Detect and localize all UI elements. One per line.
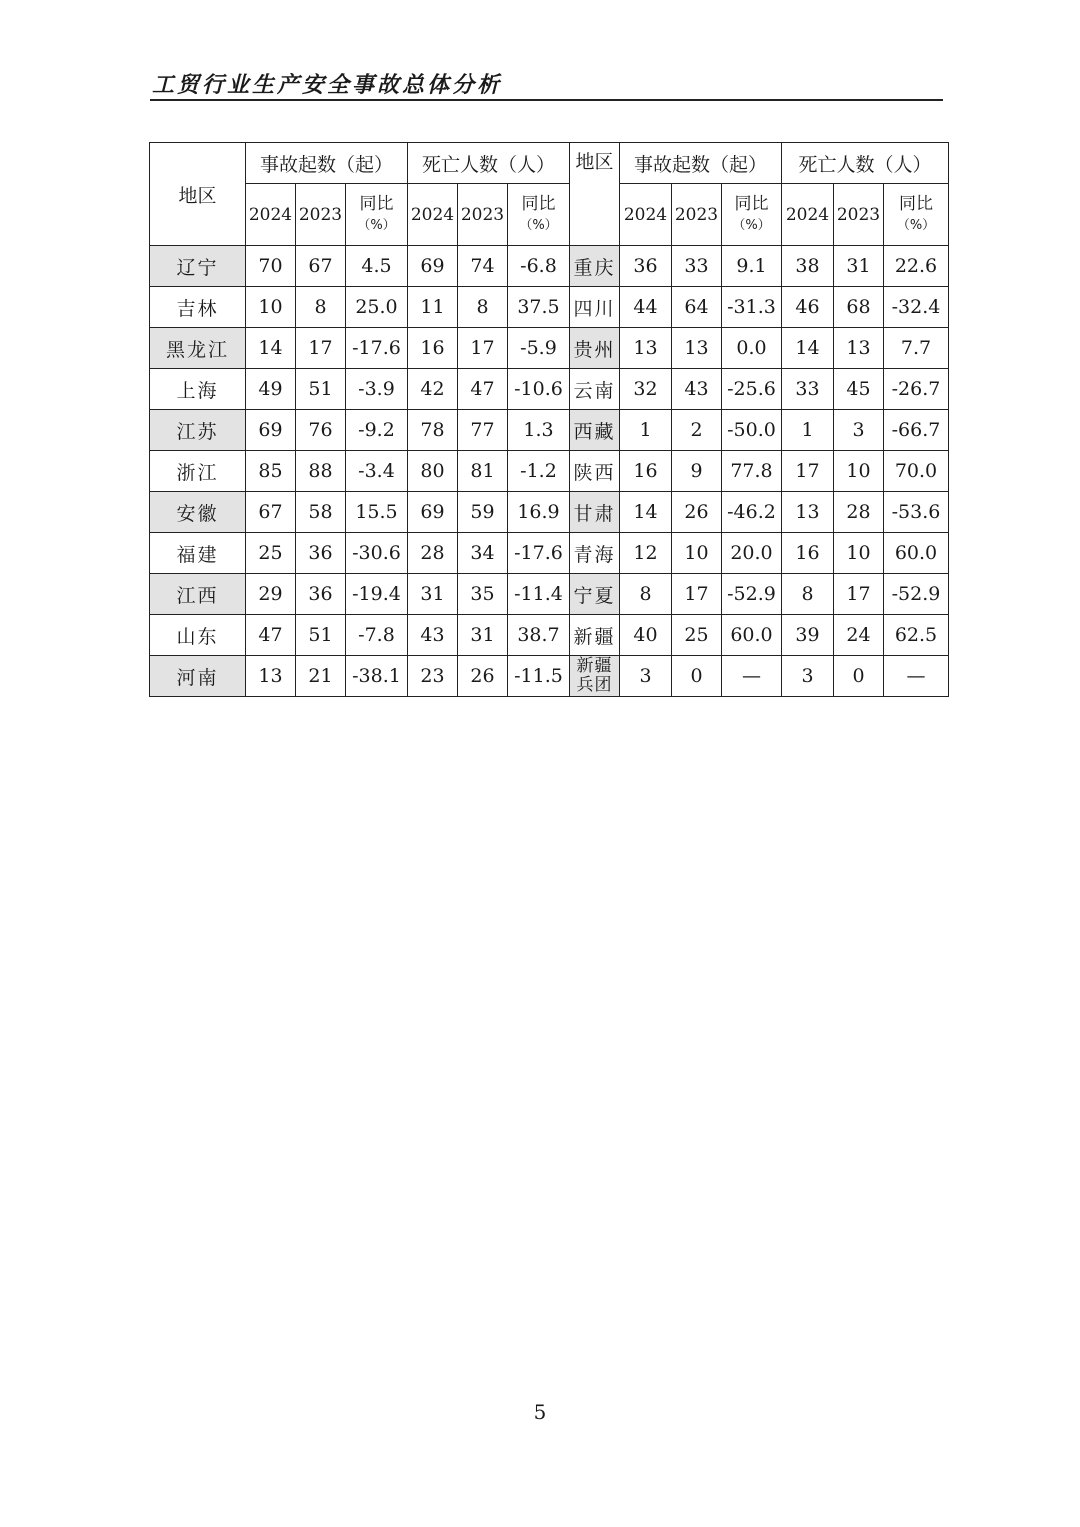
- value-cell: 28: [408, 533, 458, 574]
- running-header-title: 工贸行业生产安全事故总体分析: [152, 73, 503, 98]
- region-name-cell: 辽宁: [150, 246, 246, 287]
- value-cell: —: [722, 656, 782, 697]
- value-cell: 37.5: [508, 287, 570, 328]
- value-cell: 28: [834, 492, 884, 533]
- value-cell: 10: [246, 287, 296, 328]
- accident-count-header-left: 事故起数（起）: [246, 143, 408, 184]
- value-cell: -5.9: [508, 328, 570, 369]
- value-cell: 67: [246, 492, 296, 533]
- year-2024-header: 2024: [620, 184, 672, 246]
- value-cell: -31.3: [722, 287, 782, 328]
- value-cell: 70.0: [884, 451, 949, 492]
- value-cell: 77.8: [722, 451, 782, 492]
- page-number: 5: [533, 1400, 547, 1424]
- value-cell: 13: [246, 656, 296, 697]
- region-name-cell: 陕西: [570, 451, 620, 492]
- value-cell: 45: [834, 369, 884, 410]
- region-name-cell: [570, 656, 620, 697]
- value-cell: -17.6: [508, 533, 570, 574]
- value-cell: 13: [834, 328, 884, 369]
- value-cell: 40: [620, 615, 672, 656]
- value-cell: -26.7: [884, 369, 949, 410]
- value-cell: 25: [672, 615, 722, 656]
- region-name-cell: 吉林: [150, 287, 246, 328]
- value-cell: 17: [782, 451, 834, 492]
- value-cell: 24: [834, 615, 884, 656]
- region-name-cell: 浙江: [150, 451, 246, 492]
- value-cell: -11.4: [508, 574, 570, 615]
- yoy-unit: （%）: [357, 217, 396, 233]
- region-name-cell: 河南: [150, 656, 246, 697]
- yoy-unit: （%）: [732, 217, 771, 233]
- value-cell: 17: [296, 328, 346, 369]
- region-name-cell: 新疆: [570, 615, 620, 656]
- region-name-cell: 福建: [150, 533, 246, 574]
- table-row: [150, 369, 949, 410]
- value-cell: 85: [246, 451, 296, 492]
- table-row: [150, 615, 949, 656]
- value-cell: 59: [458, 492, 508, 533]
- value-cell: 14: [620, 492, 672, 533]
- region-name-cell: 江西: [150, 574, 246, 615]
- value-cell: 8: [296, 287, 346, 328]
- region-header-right: 地区: [570, 143, 620, 246]
- value-cell: 16: [782, 533, 834, 574]
- yoy-label: 同比: [734, 193, 769, 214]
- value-cell: 47: [458, 369, 508, 410]
- value-cell: 69: [408, 246, 458, 287]
- value-cell: 47: [246, 615, 296, 656]
- yoy-unit: （%）: [519, 217, 558, 233]
- accident-count-header-right: 事故起数（起）: [620, 143, 782, 184]
- regional-accident-table: [149, 142, 949, 697]
- value-cell: 20.0: [722, 533, 782, 574]
- value-cell: 69: [246, 410, 296, 451]
- value-cell: 15.5: [346, 492, 408, 533]
- year-2023-header: 2023: [458, 184, 508, 246]
- value-cell: 43: [672, 369, 722, 410]
- region-name-cell: 上海: [150, 369, 246, 410]
- table-row: [150, 451, 949, 492]
- value-cell: -50.0: [722, 410, 782, 451]
- year-2023-header: 2023: [296, 184, 346, 246]
- value-cell: 21: [296, 656, 346, 697]
- value-cell: 38: [782, 246, 834, 287]
- table-body: [150, 246, 949, 697]
- value-cell: 33: [782, 369, 834, 410]
- value-cell: -3.4: [346, 451, 408, 492]
- year-2023-header: 2023: [672, 184, 722, 246]
- value-cell: 60.0: [884, 533, 949, 574]
- value-cell: 2: [672, 410, 722, 451]
- year-2024-header: 2024: [782, 184, 834, 246]
- value-cell: 16.9: [508, 492, 570, 533]
- value-cell: 29: [246, 574, 296, 615]
- value-cell: 17: [458, 328, 508, 369]
- value-cell: 10: [834, 451, 884, 492]
- value-cell: 13: [672, 328, 722, 369]
- year-2023-header: 2023: [834, 184, 884, 246]
- region-name-cell: 宁夏: [570, 574, 620, 615]
- table-row: [150, 410, 949, 451]
- value-cell: -7.8: [346, 615, 408, 656]
- yoy-label: 同比: [521, 193, 556, 214]
- table-row: [150, 328, 949, 369]
- value-cell: 68: [834, 287, 884, 328]
- value-cell: 0: [672, 656, 722, 697]
- value-cell: 17: [672, 574, 722, 615]
- value-cell: 69: [408, 492, 458, 533]
- value-cell: 38.7: [508, 615, 570, 656]
- death-count-header-right: 死亡人数（人）: [782, 143, 949, 184]
- region-name-cell: 青海: [570, 533, 620, 574]
- value-cell: 42: [408, 369, 458, 410]
- value-cell: 70: [246, 246, 296, 287]
- region-name-line: 新疆: [576, 656, 613, 676]
- yoy-header: [722, 184, 782, 246]
- value-cell: 31: [834, 246, 884, 287]
- value-cell: 64: [672, 287, 722, 328]
- value-cell: 25.0: [346, 287, 408, 328]
- yoy-unit: （%）: [896, 217, 936, 233]
- value-cell: 7.7: [884, 328, 949, 369]
- yoy-header: [508, 184, 570, 246]
- value-cell: -52.9: [884, 574, 949, 615]
- value-cell: 88: [296, 451, 346, 492]
- value-cell: 76: [296, 410, 346, 451]
- value-cell: 31: [458, 615, 508, 656]
- table-row: [150, 492, 949, 533]
- value-cell: 60.0: [722, 615, 782, 656]
- value-cell: 77: [458, 410, 508, 451]
- region-name-cell: 山东: [150, 615, 246, 656]
- value-cell: —: [884, 656, 949, 697]
- value-cell: 11: [408, 287, 458, 328]
- value-cell: -9.2: [346, 410, 408, 451]
- value-cell: 12: [620, 533, 672, 574]
- table-row: [150, 287, 949, 328]
- region-name-cell: 黑龙江: [150, 328, 246, 369]
- value-cell: -30.6: [346, 533, 408, 574]
- value-cell: 44: [620, 287, 672, 328]
- value-cell: 80: [408, 451, 458, 492]
- region-name-cell: 江苏: [150, 410, 246, 451]
- yoy-header: [346, 184, 408, 246]
- value-cell: 0.0: [722, 328, 782, 369]
- value-cell: 0: [834, 656, 884, 697]
- value-cell: 36: [296, 533, 346, 574]
- region-name-cell: 西藏: [570, 410, 620, 451]
- value-cell: -1.2: [508, 451, 570, 492]
- value-cell: 34: [458, 533, 508, 574]
- value-cell: 16: [620, 451, 672, 492]
- value-cell: 13: [782, 492, 834, 533]
- region-name-cell: 甘肃: [570, 492, 620, 533]
- value-cell: 32: [620, 369, 672, 410]
- region-name-cell: 重庆: [570, 246, 620, 287]
- value-cell: -66.7: [884, 410, 949, 451]
- header-rule: [150, 99, 943, 101]
- value-cell: 1: [620, 410, 672, 451]
- value-cell: 13: [620, 328, 672, 369]
- value-cell: 36: [296, 574, 346, 615]
- region-name-line: 兵团: [576, 675, 613, 695]
- value-cell: 31: [408, 574, 458, 615]
- value-cell: 33: [672, 246, 722, 287]
- value-cell: 3: [620, 656, 672, 697]
- value-cell: -38.1: [346, 656, 408, 697]
- table-row: [150, 574, 949, 615]
- value-cell: 35: [458, 574, 508, 615]
- value-cell: -3.9: [346, 369, 408, 410]
- value-cell: 23: [408, 656, 458, 697]
- region-name-cell: 四川: [570, 287, 620, 328]
- value-cell: 39: [782, 615, 834, 656]
- value-cell: 51: [296, 615, 346, 656]
- value-cell: 26: [672, 492, 722, 533]
- value-cell: 1.3: [508, 410, 570, 451]
- value-cell: -32.4: [884, 287, 949, 328]
- value-cell: -19.4: [346, 574, 408, 615]
- value-cell: 3: [782, 656, 834, 697]
- value-cell: 16: [408, 328, 458, 369]
- yoy-header: [884, 184, 949, 246]
- value-cell: 74: [458, 246, 508, 287]
- value-cell: 17: [834, 574, 884, 615]
- yoy-label: 同比: [899, 193, 933, 214]
- value-cell: 10: [672, 533, 722, 574]
- value-cell: 26: [458, 656, 508, 697]
- value-cell: -46.2: [722, 492, 782, 533]
- region-name-cell: 云南: [570, 369, 620, 410]
- value-cell: 9: [672, 451, 722, 492]
- value-cell: 58: [296, 492, 346, 533]
- table-row: [150, 656, 949, 697]
- value-cell: 8: [782, 574, 834, 615]
- value-cell: -17.6: [346, 328, 408, 369]
- value-cell: 4.5: [346, 246, 408, 287]
- table-row: [150, 246, 949, 287]
- value-cell: 46: [782, 287, 834, 328]
- value-cell: 25: [246, 533, 296, 574]
- value-cell: 51: [296, 369, 346, 410]
- value-cell: 8: [458, 287, 508, 328]
- year-2024-header: 2024: [246, 184, 296, 246]
- value-cell: -11.5: [508, 656, 570, 697]
- value-cell: 10: [834, 533, 884, 574]
- value-cell: 49: [246, 369, 296, 410]
- yoy-label: 同比: [359, 193, 394, 214]
- region-name-cell: 贵州: [570, 328, 620, 369]
- value-cell: -6.8: [508, 246, 570, 287]
- value-cell: -52.9: [722, 574, 782, 615]
- value-cell: 62.5: [884, 615, 949, 656]
- value-cell: 36: [620, 246, 672, 287]
- region-header-left: 地区: [150, 143, 246, 246]
- value-cell: 1: [782, 410, 834, 451]
- table-row: [150, 533, 949, 574]
- value-cell: -25.6: [722, 369, 782, 410]
- value-cell: 43: [408, 615, 458, 656]
- year-2024-header: 2024: [408, 184, 458, 246]
- value-cell: 9.1: [722, 246, 782, 287]
- value-cell: 3: [834, 410, 884, 451]
- value-cell: 8: [620, 574, 672, 615]
- value-cell: 22.6: [884, 246, 949, 287]
- value-cell: 14: [246, 328, 296, 369]
- value-cell: 81: [458, 451, 508, 492]
- value-cell: -10.6: [508, 369, 570, 410]
- value-cell: 78: [408, 410, 458, 451]
- value-cell: -53.6: [884, 492, 949, 533]
- value-cell: 14: [782, 328, 834, 369]
- value-cell: 67: [296, 246, 346, 287]
- region-name-cell: 安徽: [150, 492, 246, 533]
- death-count-header-left: 死亡人数（人）: [408, 143, 570, 184]
